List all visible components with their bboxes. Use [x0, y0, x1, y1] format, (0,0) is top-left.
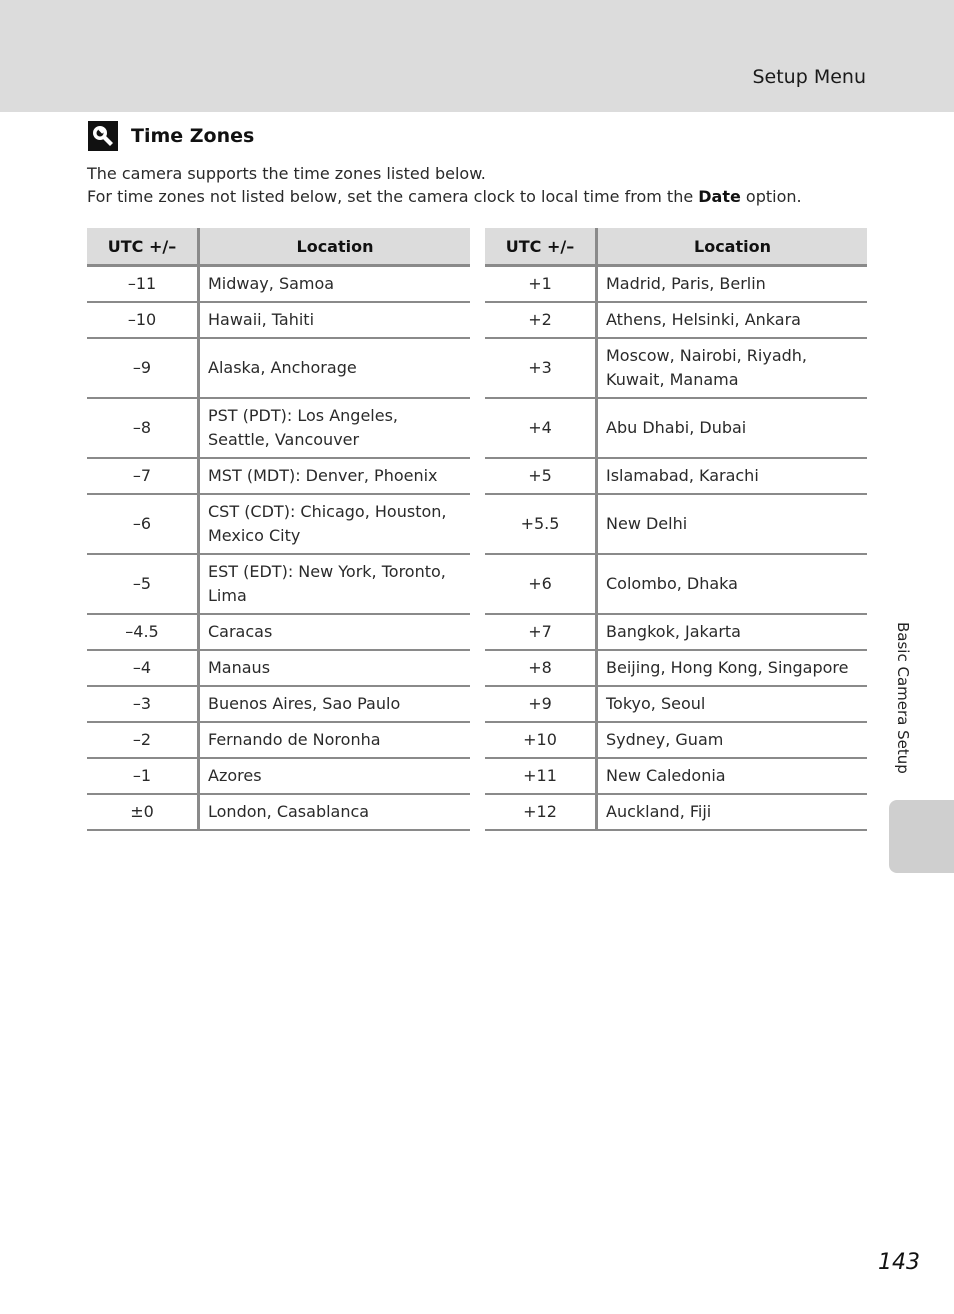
- location: Midway, Samoa: [199, 266, 471, 303]
- table-row: [87, 338, 470, 398]
- utc-offset: +7: [485, 614, 597, 650]
- table-header-row: [87, 228, 470, 266]
- table-row: [485, 398, 867, 458]
- utc-offset: –2: [87, 722, 199, 758]
- table-row: [485, 794, 867, 830]
- utc-offset: +9: [485, 686, 597, 722]
- location: Caracas: [199, 614, 471, 650]
- header-title: Setup Menu: [752, 66, 866, 88]
- location: MST (MDT): Denver, Phoenix: [199, 458, 471, 494]
- location: Fernando de Noronha: [199, 722, 471, 758]
- table-row: [485, 614, 867, 650]
- utc-offset: +3: [485, 338, 597, 398]
- utc-offset: –4.5: [87, 614, 199, 650]
- table-row: [485, 494, 867, 554]
- date-option-label: Date: [698, 187, 741, 206]
- utc-offset: +6: [485, 554, 597, 614]
- section-title: Time Zones: [131, 125, 255, 147]
- table-row: [87, 650, 470, 686]
- location: Alaska, Anchorage: [199, 338, 471, 398]
- table-row: [87, 458, 470, 494]
- location: Abu Dhabi, Dubai: [597, 398, 868, 458]
- table-header-row: [485, 228, 867, 266]
- table-row: [485, 758, 867, 794]
- utc-offset: +10: [485, 722, 597, 758]
- utc-offset: +5: [485, 458, 597, 494]
- utc-offset: –8: [87, 398, 199, 458]
- table-row: [87, 794, 470, 830]
- location: Moscow, Nairobi, Riyadh, Kuwait, Manama: [597, 338, 868, 398]
- location: CST (CDT): Chicago, Houston, Mexico City: [199, 494, 471, 554]
- table-row: [87, 614, 470, 650]
- chapter-thumb-tab: [889, 800, 954, 873]
- table-row: [485, 458, 867, 494]
- chapter-side-label: Basic Camera Setup: [894, 622, 912, 774]
- location: Islamabad, Karachi: [597, 458, 868, 494]
- utc-offset: +4: [485, 398, 597, 458]
- utc-offset: –4: [87, 650, 199, 686]
- location: Colombo, Dhaka: [597, 554, 868, 614]
- column-header-utc: UTC +/–: [87, 228, 199, 266]
- location: Sydney, Guam: [597, 722, 868, 758]
- utc-offset: +1: [485, 266, 597, 303]
- location: EST (EDT): New York, Toronto, Lima: [199, 554, 471, 614]
- utc-offset: +2: [485, 302, 597, 338]
- table-row: [485, 686, 867, 722]
- utc-offset: –11: [87, 266, 199, 303]
- utc-offset: ±0: [87, 794, 199, 830]
- location: Madrid, Paris, Berlin: [597, 266, 868, 303]
- column-header-location: Location: [597, 228, 868, 266]
- table-row: [485, 650, 867, 686]
- utc-offset: –6: [87, 494, 199, 554]
- location: Azores: [199, 758, 471, 794]
- utc-offset: –10: [87, 302, 199, 338]
- location: Hawaii, Tahiti: [199, 302, 471, 338]
- intro-line-2-end: option.: [740, 187, 802, 206]
- time-zone-table-negative: [87, 228, 470, 831]
- utc-offset: –9: [87, 338, 199, 398]
- table-row: [87, 494, 470, 554]
- time-zone-table-positive: [485, 228, 867, 831]
- table-row: [87, 302, 470, 338]
- table-row: [485, 266, 867, 303]
- location: London, Casablanca: [199, 794, 471, 830]
- intro-line-2-text: For time zones not listed below, set the camera clock to local time from the: [87, 187, 699, 206]
- location: Bangkok, Jakarta: [597, 614, 868, 650]
- utc-offset: –1: [87, 758, 199, 794]
- intro-line-2: [87, 185, 887, 208]
- table-row: [485, 338, 867, 398]
- utc-offset: –7: [87, 458, 199, 494]
- table-row: [87, 266, 470, 303]
- table-row: [485, 554, 867, 614]
- table-row: [87, 554, 470, 614]
- utc-offset: +8: [485, 650, 597, 686]
- location: Manaus: [199, 650, 471, 686]
- utc-offset: +12: [485, 794, 597, 830]
- intro-line-1: The camera supports the time zones listed below.: [87, 164, 486, 183]
- location: Tokyo, Seoul: [597, 686, 868, 722]
- location: PST (PDT): Los Angeles, Seattle, Vancouver: [199, 398, 471, 458]
- header-band: [0, 0, 954, 112]
- location: Auckland, Fiji: [597, 794, 868, 830]
- column-header-location: Location: [199, 228, 471, 266]
- utc-offset: –5: [87, 554, 199, 614]
- table-row: [87, 758, 470, 794]
- location: New Caledonia: [597, 758, 868, 794]
- utc-offset: –3: [87, 686, 199, 722]
- location: Buenos Aires, Sao Paulo: [199, 686, 471, 722]
- column-header-utc: UTC +/–: [485, 228, 597, 266]
- utc-offset: +5.5: [485, 494, 597, 554]
- table-row: [87, 686, 470, 722]
- setup-wrench-icon: [88, 121, 118, 151]
- table-row: [485, 722, 867, 758]
- utc-offset: +11: [485, 758, 597, 794]
- table-row: [87, 398, 470, 458]
- page-number: 143: [878, 1250, 920, 1275]
- location: Athens, Helsinki, Ankara: [597, 302, 868, 338]
- location: Beijing, Hong Kong, Singapore: [597, 650, 868, 686]
- intro-text: [87, 162, 887, 208]
- location: New Delhi: [597, 494, 868, 554]
- table-row: [485, 302, 867, 338]
- table-row: [87, 722, 470, 758]
